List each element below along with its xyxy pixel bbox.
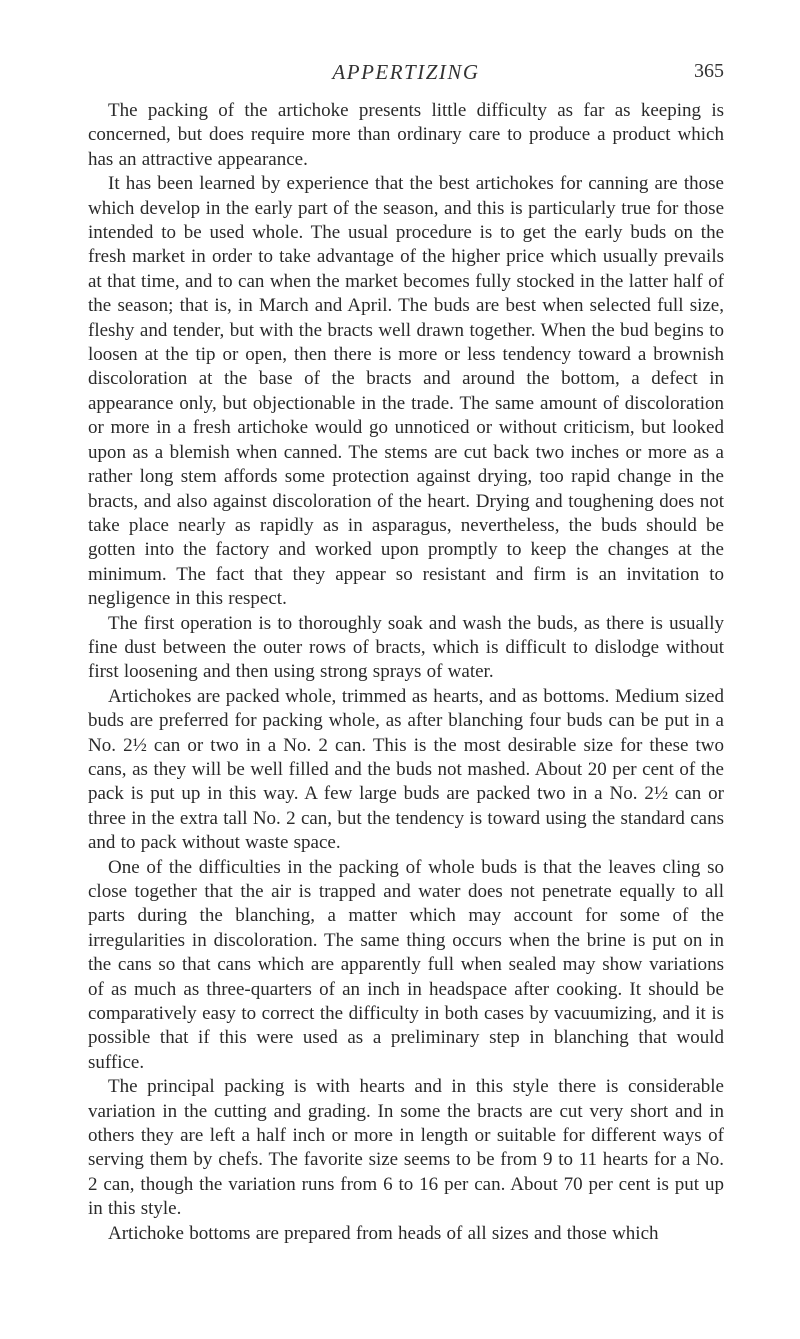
paragraph: The packing of the artichoke presents little difficulty as far as keeping is concerned, but does require more than ordinary care to produce a product which has an attractive appearance. xyxy=(88,100,724,170)
paragraph: The first operation is to thoroughly soak and wash the buds, as there is usually fine dust between the outer rows of bracts, which is difficult to dislodge without first loosening and then using strong sprays of water. xyxy=(88,612,724,683)
body-text xyxy=(88,99,724,1246)
paragraph: One of the difficulties in the packing of whole buds is that the leaves cling so close together that the air is trapped and water does not penetrate equally to all parts during the blanching, a matter which may account for some of the irregularities in discoloration. The same thing occurs when the brine is put on in the cans so that cans which are apparently full when sealed may show variations of as much as three-quarters of an inch in headspace after cooking. It should be comparatively easy to correct the difficulty in both cases by vacuumizing, and it is possible that if this were used as a preliminary step in blanching that would suffice. xyxy=(88,856,724,1073)
running-title: APPERTIZING xyxy=(332,60,480,84)
paragraph: It has been learned by experience that the best artichokes for canning are those which develop in the early part of the season, and this is particularly true for those intended to be used whole. The usual procedure is to get the early buds on the fresh market in order to take advantage of the higher price which usually prevails at that time, and to can when the market becomes fully stocked in the latter half of the season; that is, in March and April. The buds are best when selected full size, fleshy and tender, but with the bracts well drawn together. When the bud begins to loosen at the tip or open, then there is more or less tendency toward a brownish discoloration at the base of the bracts and around the bottom, a defect in appearance only, but objectionable in the trade. The same amount of discoloration or more in a fresh artichoke would go unnoticed or without criticism, but looked upon as a blemish when canned. The stems are cut back two inches or more as a rather long stem affords some protection against drying, too rapid change in the bracts, and also against discoloration of the heart. Drying and toughening does not take place nearly as rapidly as in asparagus, nevertheless, the buds should be gotten into the factory and worked upon promptly to keep the changes at the minimum. The fact that they appear so resistant and firm is an invitation to negligence in this respect. xyxy=(88,173,724,610)
page-header xyxy=(88,60,724,90)
page-number: 365 xyxy=(694,60,724,82)
paragraph: Artichoke bottoms are prepared from heads of all sizes and those which xyxy=(108,1222,659,1244)
paragraph: The principal packing is with hearts and in this style there is considerable variation in the cutting and grading. In some the bracts are cut very short and in others they are left a half inch or more in length or suitable for different ways of serving them by chefs. The favorite size seems to be from 9 to 11 hearts for a No. 2 can, though the variation runs from 6 to 16 per can. About 70 per cent is put up in this style. xyxy=(88,1076,724,1220)
paragraph: Artichokes are packed whole, trimmed as hearts, and as bottoms. Medium sized buds are preferred for packing whole, as after blanching four buds can be put in a No. 2½ can or two in a No. 2 can. This is the most desirable size for these two cans, as they will be well filled and the buds not mashed. About 20 per cent of the pack is put up in this way. A few large buds are packed two in a No. 2½ can or three in the extra tall No. 2 can, but the tendency is toward using the standard cans and to pack without waste space. xyxy=(88,685,724,854)
